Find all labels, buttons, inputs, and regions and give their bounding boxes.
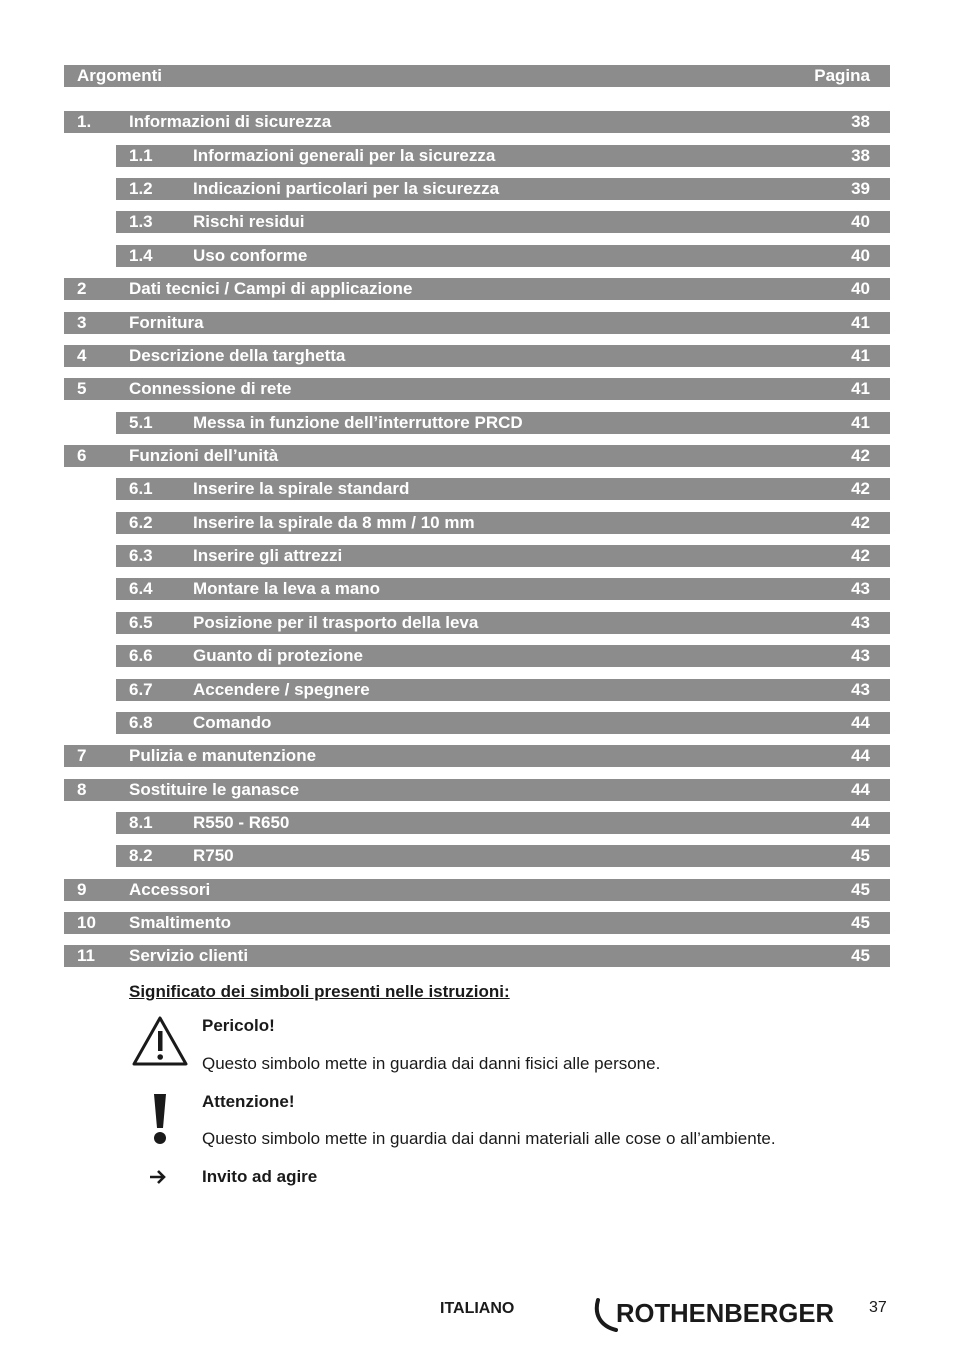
toc-entry-page: 45 bbox=[851, 846, 870, 865]
rothenberger-logo bbox=[594, 1296, 839, 1336]
toc-entry-title: Descrizione della targhetta bbox=[129, 346, 346, 365]
toc-entry-page: 41 bbox=[851, 313, 870, 332]
toc-entry bbox=[64, 745, 890, 767]
toc-entry-number: 1.3 bbox=[129, 212, 153, 231]
toc-entry-number: 11 bbox=[77, 946, 95, 965]
toc-entry bbox=[116, 478, 890, 500]
toc-entry-title: R550 - R650 bbox=[193, 813, 290, 832]
caution-text: Questo simbolo mette in guardia dai danni materiali alle cose o all’ambiente. bbox=[202, 1129, 776, 1148]
toc-entry-page: 42 bbox=[851, 479, 870, 498]
toc-entry-number: 6.6 bbox=[129, 646, 153, 665]
toc-entry-page: 43 bbox=[851, 613, 870, 632]
toc-entry-number: 6.8 bbox=[129, 713, 153, 732]
toc-entry bbox=[64, 345, 890, 367]
toc-entry-page: 42 bbox=[851, 446, 870, 465]
toc-entry-number: 6 bbox=[77, 446, 87, 465]
toc-entry-number: 7 bbox=[77, 746, 87, 765]
toc-entry-number: 1.2 bbox=[129, 179, 153, 198]
toc-entry-number: 6.5 bbox=[129, 613, 153, 632]
toc-entry-title: Informazioni di sicurezza bbox=[129, 112, 332, 131]
warning-triangle-icon bbox=[131, 1015, 189, 1067]
toc-entry-number: 4 bbox=[77, 346, 87, 365]
toc-entry bbox=[116, 211, 890, 233]
toc-entry-number: 8 bbox=[77, 780, 87, 799]
toc-entry-page: 43 bbox=[851, 579, 870, 598]
toc-entry bbox=[116, 512, 890, 534]
toc-entry-number: 8.1 bbox=[129, 813, 153, 832]
toc-entry-number: 6.2 bbox=[129, 513, 153, 532]
toc-entry-page: 41 bbox=[851, 413, 870, 432]
toc-entry-title: Posizione per il trasporto della leva bbox=[193, 613, 479, 632]
toc-entry-number: 10 bbox=[77, 913, 96, 932]
toc-entry-title: Informazioni generali per la sicurezza bbox=[193, 146, 496, 165]
footer-language: ITALIANO bbox=[440, 1300, 515, 1317]
toc-entry-title: Accessori bbox=[129, 880, 211, 899]
toc-entry-page: 39 bbox=[851, 179, 870, 198]
toc-entry-title: Pulizia e manutenzione bbox=[129, 746, 317, 765]
toc-entry-page: 44 bbox=[851, 780, 870, 799]
toc-entry-number: 1. bbox=[77, 112, 92, 131]
toc-entry bbox=[64, 879, 890, 901]
toc-header-topic: Argomenti bbox=[77, 66, 162, 85]
toc-entry bbox=[116, 178, 890, 200]
toc-entry-page: 41 bbox=[851, 379, 870, 398]
symbols-legend-title: Significato dei simboli presenti nelle istruzioni: bbox=[129, 982, 510, 1001]
toc-entry-page: 40 bbox=[851, 246, 870, 265]
toc-entry-title: Funzioni dell’unità bbox=[129, 446, 279, 465]
toc-entry-number: 2 bbox=[77, 279, 87, 298]
toc-header bbox=[64, 65, 890, 87]
toc-entry-title: Inserire gli attrezzi bbox=[193, 546, 343, 565]
toc-entry-number: 3 bbox=[77, 313, 87, 332]
toc-entry-page: 42 bbox=[851, 546, 870, 565]
toc-entry-page: 38 bbox=[851, 146, 870, 165]
toc-entry bbox=[64, 912, 890, 934]
toc-entry-title: Sostituire le ganasce bbox=[129, 780, 300, 799]
toc-entry-number: 8.2 bbox=[129, 846, 153, 865]
toc-entry-number: 9 bbox=[77, 880, 87, 899]
toc-entry bbox=[116, 412, 890, 434]
toc-entry-title: Comando bbox=[193, 713, 272, 732]
toc-entry bbox=[116, 645, 890, 667]
toc-entry-title: Smaltimento bbox=[129, 913, 232, 932]
toc-entry-title: Indicazioni particolari per la sicurezza bbox=[193, 179, 500, 198]
toc-entry-page: 45 bbox=[851, 946, 870, 965]
toc-entry-number: 5.1 bbox=[129, 413, 153, 432]
toc-entry-title: Montare la leva a mano bbox=[193, 579, 381, 598]
toc-entry-page: 45 bbox=[851, 913, 870, 932]
toc-header-page: Pagina bbox=[814, 66, 870, 85]
toc-entry-page: 44 bbox=[851, 746, 870, 765]
toc-entry-title: Servizio clienti bbox=[129, 946, 249, 965]
toc-entry bbox=[116, 578, 890, 600]
arrow-right-icon bbox=[149, 1169, 167, 1185]
toc-entry bbox=[116, 245, 890, 267]
toc-entry-page: 44 bbox=[851, 713, 870, 732]
exclamation-icon bbox=[150, 1092, 170, 1146]
danger-heading: Pericolo! bbox=[202, 1016, 275, 1035]
toc-entry-number: 6.4 bbox=[129, 579, 153, 598]
toc-entry-number: 6.3 bbox=[129, 546, 153, 565]
toc-entry-number: 1.1 bbox=[129, 146, 153, 165]
toc-entry-title: Fornitura bbox=[129, 313, 204, 332]
toc-entry-page: 45 bbox=[851, 880, 870, 899]
toc-entry-number: 1.4 bbox=[129, 246, 153, 265]
toc-entry-title: Inserire la spirale standard bbox=[193, 479, 410, 498]
toc-entry-title: Uso conforme bbox=[193, 246, 308, 265]
danger-text: Questo simbolo mette in guardia dai danni fisici alle persone. bbox=[202, 1054, 661, 1073]
toc-entry-title: Inserire la spirale da 8 mm / 10 mm bbox=[193, 513, 475, 532]
toc-entry-page: 43 bbox=[851, 646, 870, 665]
toc-entry bbox=[64, 945, 890, 967]
toc-entry-title: Connessione di rete bbox=[129, 379, 292, 398]
toc-entry bbox=[116, 612, 890, 634]
toc-entry-page: 40 bbox=[851, 279, 870, 298]
toc-entry-page: 41 bbox=[851, 346, 870, 365]
toc-entry bbox=[64, 779, 890, 801]
toc-entry bbox=[64, 111, 890, 133]
toc-entry bbox=[116, 845, 890, 867]
toc-entry bbox=[116, 545, 890, 567]
toc-entry bbox=[116, 812, 890, 834]
toc-entry bbox=[64, 378, 890, 400]
toc-entry bbox=[116, 145, 890, 167]
toc-entry bbox=[116, 712, 890, 734]
svg-text:ROTHENBERGER: ROTHENBERGER bbox=[616, 1298, 835, 1328]
toc-entry-page: 43 bbox=[851, 680, 870, 699]
toc-entry-title: R750 bbox=[193, 846, 234, 865]
toc-entry-page: 38 bbox=[851, 112, 870, 131]
toc-entry-page: 40 bbox=[851, 212, 870, 231]
toc-entry-title: Messa in funzione dell’interruttore PRCD bbox=[193, 413, 523, 432]
toc-entry-number: 6.1 bbox=[129, 479, 153, 498]
toc-entry-title: Rischi residui bbox=[193, 212, 305, 231]
toc-entry bbox=[116, 679, 890, 701]
toc-entry bbox=[64, 312, 890, 334]
caution-heading: Attenzione! bbox=[202, 1092, 295, 1111]
toc-entry-title: Dati tecnici / Campi di applicazione bbox=[129, 279, 413, 298]
action-heading: Invito ad agire bbox=[202, 1167, 318, 1186]
toc-entry bbox=[64, 278, 890, 300]
toc-entry-number: 6.7 bbox=[129, 680, 153, 699]
toc-entry-title: Guanto di protezione bbox=[193, 646, 363, 665]
toc-entry-page: 42 bbox=[851, 513, 870, 532]
toc-entry-number: 5 bbox=[77, 379, 87, 398]
toc-entry-title: Accendere / spegnere bbox=[193, 680, 370, 699]
toc-entry bbox=[64, 445, 890, 467]
toc-entry-page: 44 bbox=[851, 813, 870, 832]
page-number: 37 bbox=[869, 1299, 887, 1316]
